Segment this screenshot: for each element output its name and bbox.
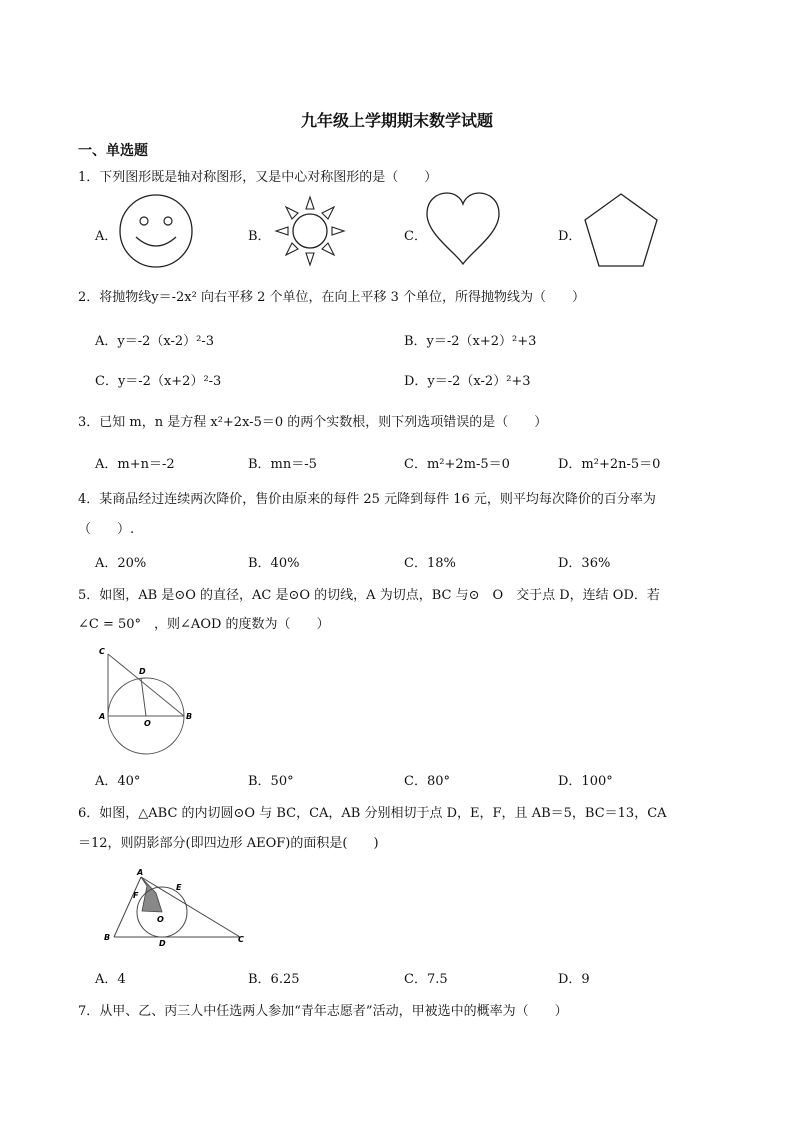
q1-option-d: D． [558, 229, 582, 244]
q2-option-d: D．y＝-2（x-2）²+3 [404, 374, 531, 389]
fig5-label-d: D [139, 667, 146, 676]
fig6-label-o: O [157, 915, 164, 924]
q3-option-c: C．m²+2m-5＝0 [404, 457, 510, 472]
fig6-label-c: C [238, 935, 244, 944]
q5-option-c: C．80° [404, 774, 450, 789]
question-6-stem-line-2: ＝12，则阴影部分(即四边形 AEOF)的面积是( ) [78, 836, 379, 851]
fig6-label-e: E [176, 883, 182, 892]
q2-option-a: A．y＝-2（x-2）²-3 [95, 334, 215, 349]
question-6-stem-line-1: 6．如图，△ABC 的内切圆⊙O 与 BC，CA，AB 分别相切于点 D，E，F，且 AB＝5，BC＝13，CA [78, 806, 667, 821]
q3-option-b: B．mn＝-5 [248, 457, 317, 472]
question-3-stem: 3．已知 m，n 是方程 x²+2x-5＝0 的两个实数根，则下列选项错误的是（ ） [78, 415, 548, 430]
q6-option-d: D．9 [558, 972, 590, 987]
q2-option-b: B．y＝-2（x+2）²+3 [404, 334, 537, 349]
q4-option-c: C．18% [404, 556, 456, 571]
fig5-label-a: A [99, 712, 106, 721]
q6-option-c: C．7.5 [404, 972, 448, 987]
q1-option-a: A． [95, 229, 118, 244]
q3-option-a: A．m+n＝-2 [95, 457, 175, 472]
fig6-label-d: D [159, 939, 166, 948]
q1-option-b: B． [248, 229, 271, 244]
fig6-label-b: B [104, 933, 111, 942]
fig5-label-c: C [99, 647, 105, 656]
question-2-stem: 2．将抛物线y＝-2x² 向右平移 2 个单位，在向上平移 3 个单位，所得抛物线为（ ） [78, 290, 586, 305]
sun-icon [273, 194, 347, 268]
q6-option-a: A．4 [95, 972, 126, 987]
q4-option-b: B．40% [248, 556, 300, 571]
question-4-stem-line-2: （ ）. [78, 522, 135, 537]
question-1-stem: 1．下列图形既是轴对称图形，又是中心对称图形的是（ ） [78, 170, 438, 185]
q4-option-d: D．36% [558, 556, 611, 571]
question-7-stem: 7．从甲、乙、丙三人中任选两人参加“青年志愿者”活动，甲被选中的概率为（ ） [78, 1004, 568, 1019]
fig6-label-f: F [133, 891, 139, 900]
q3-option-d: D．m²+2n-5＝0 [558, 457, 661, 472]
question-5-stem-line-1: 5．如图，AB 是⊙O 的直径，AC 是⊙O 的切线，A 为切点，BC 与⊙ O 交于点 D，连结 OD．若 [78, 588, 660, 603]
question-4-stem-line-1: 4．某商品经过连续两次降价，售价由原来的每件 25 元降到每件 16 元，则平均每次降价的百分率为 [78, 492, 656, 507]
fig5-label-o: O [144, 719, 151, 728]
q5-option-a: A．40° [95, 774, 141, 789]
smiley-face-icon [118, 193, 194, 269]
q4-option-a: A．20% [95, 556, 147, 571]
q5-circle-tangent-figure [95, 645, 200, 755]
q6-incircle-figure [100, 866, 250, 948]
fig6-label-a: A [137, 868, 144, 877]
section-heading: 一、单选题 [78, 143, 148, 159]
question-5-stem-line-2: ∠C = 50° ，则∠AOD 的度数为（ ） [78, 617, 330, 632]
q6-option-b: B．6.25 [248, 972, 300, 987]
heart-icon [425, 192, 501, 266]
q5-option-d: D．100° [558, 774, 613, 789]
pentagon-icon [583, 192, 659, 268]
q1-option-c: C． [404, 229, 427, 244]
q2-option-c: C．y＝-2（x+2）²-3 [95, 374, 222, 389]
q5-option-b: B．50° [248, 774, 294, 789]
fig5-label-b: B [186, 712, 193, 721]
page-title: 九年级上学期期末数学试题 [300, 111, 493, 130]
